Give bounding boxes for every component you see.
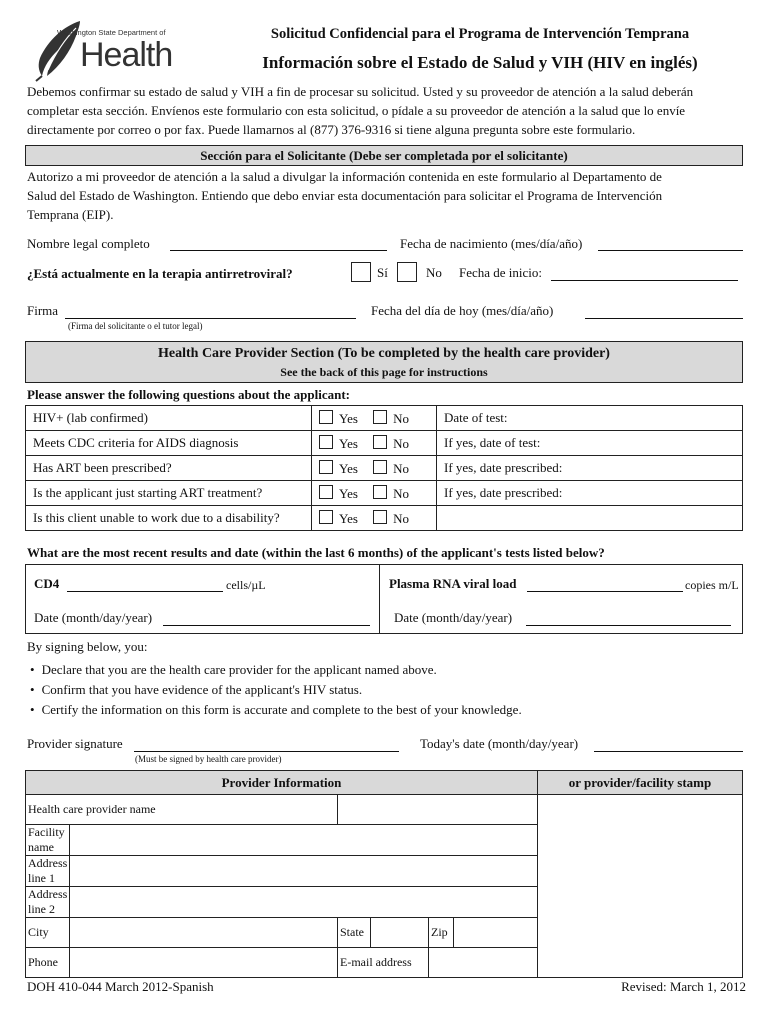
no-checkbox[interactable]	[373, 460, 387, 474]
provider-name-input[interactable]	[338, 795, 538, 825]
date-cell[interactable]: If yes, date of test:	[437, 431, 743, 456]
yes-checkbox[interactable]	[319, 410, 333, 424]
cd4-field[interactable]	[67, 591, 223, 592]
cd4-date-label: Date (month/day/year)	[34, 610, 153, 625]
city-input[interactable]	[70, 918, 338, 948]
intro-line-3: directamente por correo o por fax. Puede llamarnos al (877) 376-9316 si tiene alguna pregunta sobre este formulario.	[27, 122, 636, 137]
table-row	[26, 795, 743, 825]
phone-label: Phone	[26, 948, 70, 978]
logo	[30, 18, 190, 82]
yes-checkbox[interactable]	[319, 460, 333, 474]
table-row	[26, 431, 743, 456]
yes-no-cell	[312, 406, 437, 431]
dob-field[interactable]	[598, 250, 743, 251]
no-checkbox[interactable]	[373, 485, 387, 499]
phone-input[interactable]	[70, 948, 338, 978]
yes-label: Yes	[339, 410, 358, 426]
list-item: • Declare that you are the health care provider for the applicant named above.	[30, 660, 522, 680]
no-checkbox[interactable]	[373, 435, 387, 449]
state-label: State	[338, 918, 371, 948]
art-question: ¿Está actualmente en la terapia antirretroviral?	[27, 266, 293, 281]
viral-load-field[interactable]	[527, 591, 683, 592]
legal-name-field[interactable]	[170, 250, 387, 251]
question-cell: Is the applicant just starting ART treatment?	[26, 481, 312, 506]
intro-line-2: completar esta sección. Envíenos este formulario con esta solicitud, o pídale a su proveedor de atención a la salud que lo envíe	[27, 103, 686, 118]
no-label: No	[393, 460, 410, 476]
facility-label: Facility name	[26, 825, 70, 856]
dob-label: Fecha de nacimiento (mes/día/año)	[400, 236, 583, 251]
applicant-signature-field[interactable]	[65, 318, 356, 319]
zip-input[interactable]	[454, 918, 538, 948]
yes-label: Yes	[339, 435, 358, 451]
tests-divider	[379, 564, 380, 634]
question-cell: Is this client unable to work due to a disability?	[26, 506, 312, 531]
yes-no-cell	[312, 456, 437, 481]
no-label: No	[393, 510, 410, 526]
form-title-2: Información sobre el Estado de Salud y VIH (HIV en inglés)	[262, 53, 698, 72]
no-checkbox[interactable]	[373, 510, 387, 524]
cd4-unit: cells/µL	[226, 578, 266, 592]
no-label: No	[393, 410, 410, 426]
stamp-title: or provider/facility stamp	[538, 771, 743, 795]
provider-section-header	[25, 341, 743, 383]
applicant-section-header	[25, 145, 743, 166]
yes-no-cell	[312, 506, 437, 531]
provider-today-label: Today's date (month/day/year)	[420, 736, 579, 751]
logo-health-text: Health	[80, 36, 173, 74]
question-cell: HIV+ (lab confirmed)	[26, 406, 312, 431]
table-row	[26, 506, 743, 531]
yes-label: Yes	[339, 460, 358, 476]
cd4-label: CD4	[34, 576, 60, 591]
provider-signature-label: Provider signature	[27, 736, 123, 751]
date-cell[interactable]: If yes, date prescribed:	[437, 481, 743, 506]
applicant-section-title: Sección para el Solicitante (Debe ser completada por el solicitante)	[200, 148, 568, 163]
today-date-field[interactable]	[585, 318, 743, 319]
art-yes-label: Sí	[377, 265, 388, 280]
city-label: City	[26, 918, 70, 948]
applicant-authorization	[27, 167, 662, 224]
revised-date: Revised: March 1, 2012	[621, 979, 746, 994]
question-cell: Meets CDC criteria for AIDS diagnosis	[26, 431, 312, 456]
no-checkbox[interactable]	[373, 410, 387, 424]
questions-heading: Please answer the following questions about the applicant:	[27, 387, 350, 402]
email-label: E-mail address	[338, 948, 429, 978]
zip-label: Zip	[429, 918, 454, 948]
provider-section-title: Health Care Provider Section (To be completed by the health care provider)	[158, 346, 610, 361]
no-label: No	[393, 485, 410, 501]
tests-heading: What are the most recent results and date (within the last 6 months) of the applicant's tests listed below?	[27, 545, 605, 560]
provider-info-table	[25, 770, 743, 978]
form-title-1: Solicitud Confidencial para el Programa de Intervención Temprana	[270, 26, 690, 42]
logo-dept-text: Washington State Department of	[57, 28, 166, 37]
declaration-list	[30, 660, 522, 720]
yes-label: Yes	[339, 510, 358, 526]
list-item: • Confirm that you have evidence of the applicant's HIV status.	[30, 680, 522, 700]
viral-load-unit: copies m/L	[685, 578, 739, 592]
no-label: No	[393, 435, 410, 451]
viral-date-field[interactable]	[526, 625, 731, 626]
yes-checkbox[interactable]	[319, 435, 333, 449]
state-input[interactable]	[371, 918, 429, 948]
legal-name-label: Nombre legal completo	[27, 236, 150, 251]
applicant-signature-note: (Firma del solicitante o el tutor legal)	[68, 321, 203, 331]
art-yes-checkbox[interactable]	[351, 262, 371, 282]
table-row	[26, 481, 743, 506]
provider-name-label: Health care provider name	[26, 795, 338, 825]
provider-signature-field[interactable]	[134, 751, 399, 752]
signing-intro: By signing below, you:	[27, 639, 148, 654]
address2-label: Address line 2	[26, 887, 70, 918]
auth-line-1: Autorizo a mi proveedor de atención a la salud a divulgar la información contenida en este formulario al Departamento de	[27, 169, 662, 184]
viral-load-label: Plasma RNA viral load	[389, 576, 517, 591]
provider-signature-note: (Must be signed by health care provider)	[135, 754, 282, 764]
yes-checkbox[interactable]	[319, 485, 333, 499]
table-row	[26, 406, 743, 431]
auth-line-2: Salud del Estado de Washington. Entiendo que debo enviar esta documentación para solicitar el Programa de Intervención	[27, 188, 663, 203]
yes-no-cell	[312, 481, 437, 506]
address1-label: Address line 1	[26, 856, 70, 887]
art-no-checkbox[interactable]	[397, 262, 417, 282]
provider-questions-table	[25, 405, 743, 531]
cd4-date-field[interactable]	[163, 625, 370, 626]
stamp-area[interactable]	[538, 795, 743, 978]
date-cell[interactable]: If yes, date prescribed:	[437, 456, 743, 481]
yes-label: Yes	[339, 485, 358, 501]
address1-input[interactable]	[70, 856, 538, 887]
art-start-label: Fecha de inicio:	[459, 265, 543, 280]
provider-info-title: Provider Information	[26, 771, 538, 795]
provider-section-sub: See the back of this page for instructions	[280, 365, 488, 379]
facility-input[interactable]	[70, 825, 538, 856]
auth-line-3: Temprana (EIP).	[27, 207, 114, 222]
art-start-field[interactable]	[551, 280, 738, 281]
yes-checkbox[interactable]	[319, 510, 333, 524]
table-row	[26, 456, 743, 481]
provider-today-field[interactable]	[594, 751, 743, 752]
art-no-label: No	[426, 265, 442, 280]
yes-no-cell	[312, 431, 437, 456]
today-date-label: Fecha del día de hoy (mes/día/año)	[371, 303, 554, 318]
intro-line-1: Debemos confirmar su estado de salud y VIH a fin de procesar su solicitud. Usted y su proveedor de atención a la salud deberán	[27, 84, 694, 99]
question-cell: Has ART been prescribed?	[26, 456, 312, 481]
form-id: DOH 410-044 March 2012-Spanish	[27, 979, 214, 994]
address2-input[interactable]	[70, 887, 538, 918]
date-cell[interactable]	[437, 506, 743, 531]
signature-label: Firma	[27, 303, 59, 318]
intro-text	[27, 82, 693, 139]
viral-date-label: Date (month/day/year)	[394, 610, 513, 625]
table-row	[26, 771, 743, 795]
list-item: • Certify the information on this form is accurate and complete to the best of your knowledge.	[30, 700, 522, 720]
date-cell[interactable]: Date of test:	[437, 406, 743, 431]
email-input[interactable]	[429, 948, 538, 978]
